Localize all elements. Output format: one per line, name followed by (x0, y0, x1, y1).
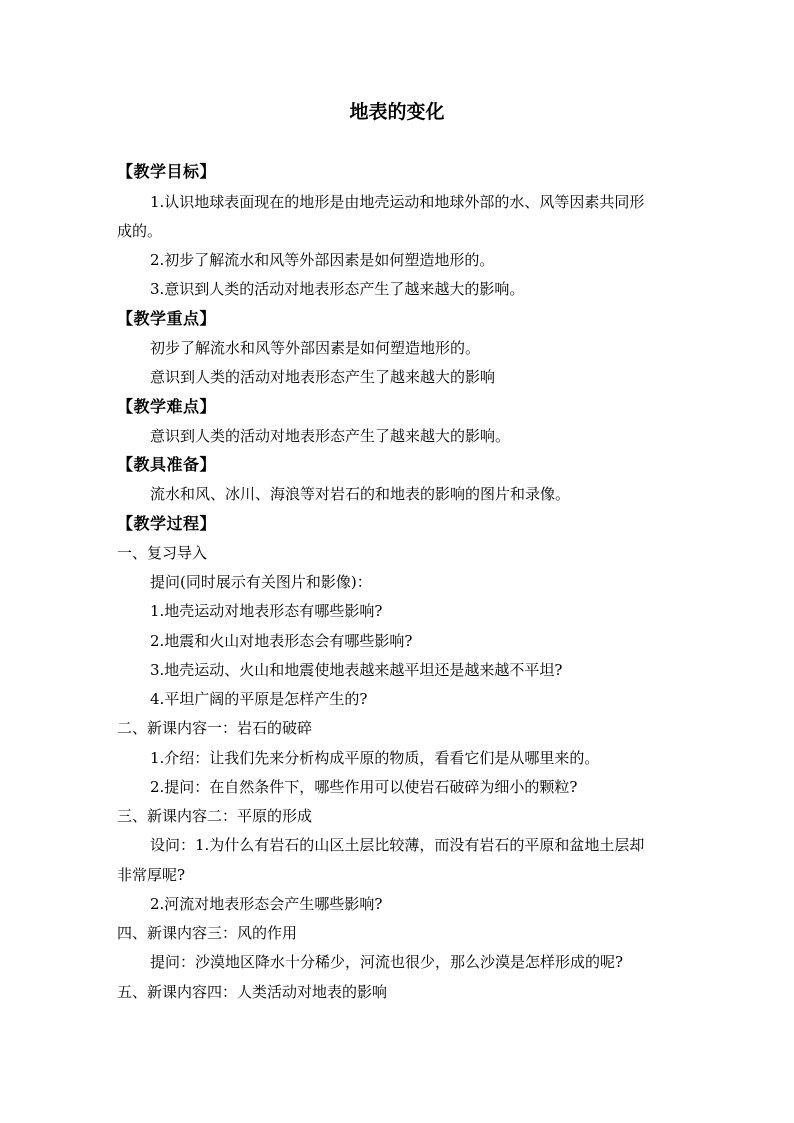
materials-line-1: 流水和风、冰川、海浪等对岩石的和地表的影响的图片和录像。 (150, 485, 571, 503)
section-heading-key-points: 【教学重点】 (117, 309, 217, 328)
process-line: 4.平坦广阔的平原是怎样产生的? (150, 690, 368, 708)
process-step-2-heading: 二、新课内容一：岩石的破碎 (117, 719, 313, 737)
difficulty-line-1: 意识到人类的活动对地表形态产生了越来越大的影响。 (150, 427, 511, 445)
process-step-3-heading: 三、新课内容二：平原的形成 (117, 807, 313, 825)
document-title: 地表的变化 (349, 101, 445, 123)
process-line: 2.河流对地表形态会产生哪些影响? (150, 895, 383, 913)
key-point-line-1: 初步了解流水和风等外部因素是如何塑造地形的。 (150, 339, 481, 357)
process-line: 2.提问：在自然条件下，哪些作用可以使岩石破碎为细小的颗粒? (150, 778, 578, 796)
section-heading-process: 【教学过程】 (117, 514, 217, 533)
objective-line-3: 3.意识到人类的活动对地表形态产生了越来越大的影响。 (150, 280, 525, 298)
key-point-line-2: 意识到人类的活动对地表形态产生了越来越大的影响 (150, 368, 496, 386)
process-line: 设问：1.为什么有岩石的山区土层比较薄，而没有岩石的平原和盆地土层却 (150, 836, 645, 854)
process-step-4-heading: 四、新课内容三：风的作用 (117, 924, 298, 942)
objective-line-2: 2.初步了解流水和风等外部因素是如何塑造地形的。 (150, 251, 495, 269)
objective-line-1-cont: 成的。 (117, 222, 163, 240)
process-line: 提问：沙漠地区降水十分稀少，河流也很少，那么沙漠是怎样形成的呢? (150, 953, 624, 971)
process-step-5-heading: 五、新课内容四：人类活动对地表的影响 (117, 983, 388, 1001)
process-line: 3.地壳运动、火山和地震使地表越来越平坦还是越来越不平坦? (150, 661, 563, 679)
section-heading-materials: 【教具准备】 (117, 455, 217, 474)
process-line: 2.地震和火山对地表形态会有哪些影响? (150, 632, 413, 650)
process-line-cont: 非常厚呢? (117, 866, 186, 884)
section-heading-difficulties: 【教学难点】 (117, 397, 217, 416)
section-heading-objectives: 【教学目标】 (117, 162, 217, 181)
process-step-1-heading: 一、复习导入 (117, 544, 208, 562)
process-line: 1.介绍：让我们先来分析构成平原的物质，看看它们是从哪里来的。 (150, 749, 600, 767)
objective-line-1: 1.认识地球表面现在的地形是由地壳运动和地球外部的水、风等因素共同形 (150, 193, 645, 211)
process-line: 1.地壳运动对地表形态有哪些影响? (150, 602, 383, 620)
process-line: 提问(同时展示有关图片和影像)： (150, 573, 372, 591)
